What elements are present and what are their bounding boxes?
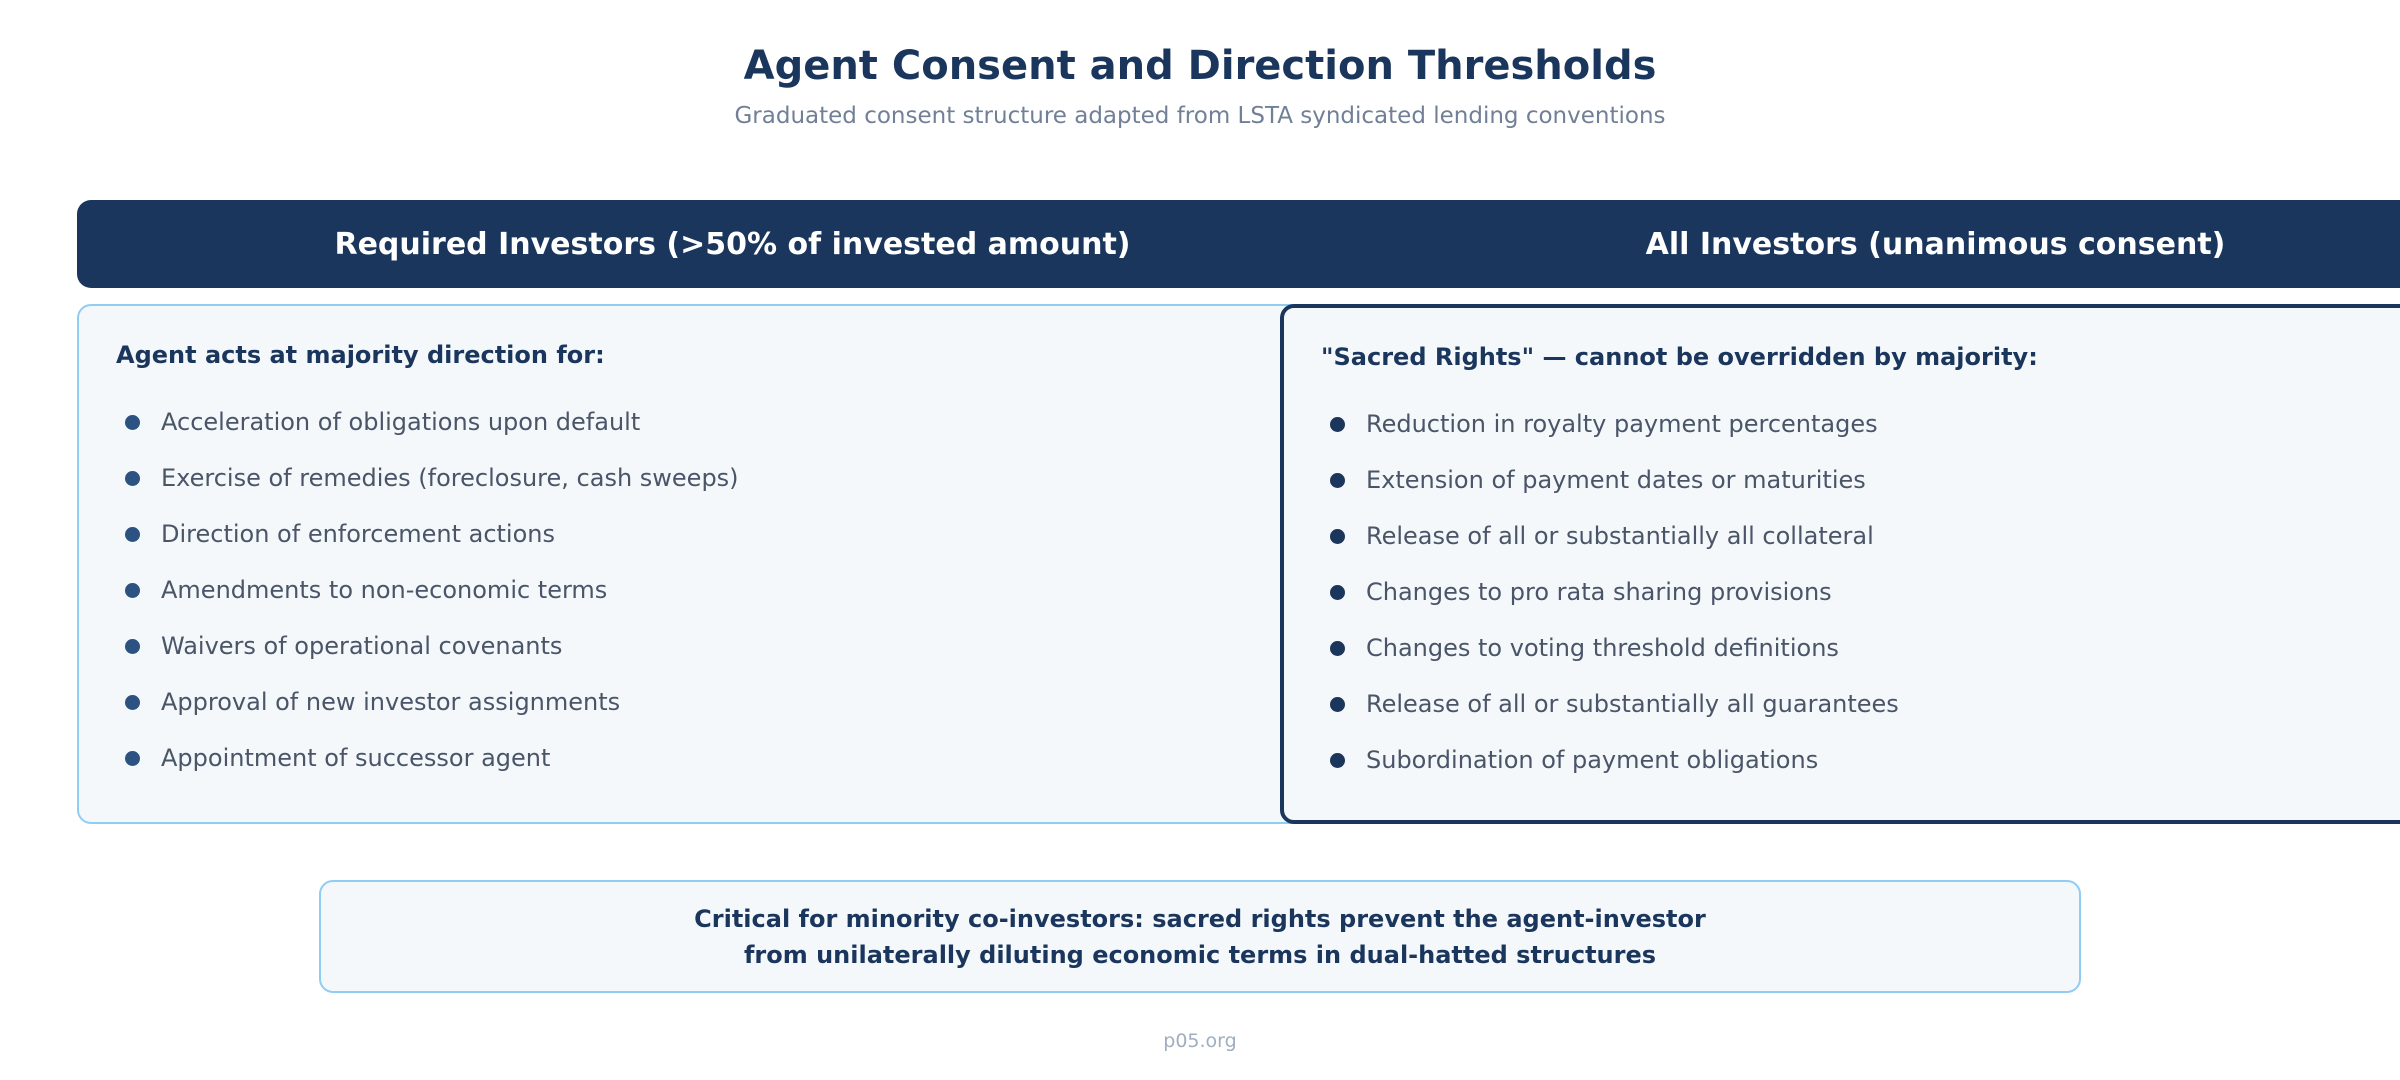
page-title: Agent Consent and Direction Thresholds	[743, 43, 1657, 89]
list-item	[125, 394, 739, 450]
list-item	[125, 730, 739, 786]
bullet-icon	[1330, 585, 1345, 600]
bullet-icon	[125, 583, 140, 598]
all-investors-panel	[1280, 304, 2400, 824]
list-item-label: Direction of enforcement actions	[161, 520, 555, 548]
list-item	[1330, 564, 1899, 620]
list-item	[1330, 508, 1899, 564]
required-investors-panel	[77, 304, 1388, 824]
bullet-icon	[125, 471, 140, 486]
list-item-label: Extension of payment dates or maturities	[1366, 466, 1866, 494]
list-item-label: Appointment of successor agent	[161, 744, 551, 772]
list-item	[125, 674, 739, 730]
list-item	[1330, 396, 1899, 452]
sacred-rights-list	[1330, 396, 1899, 788]
list-item-label: Acceleration of obligations upon default	[161, 408, 641, 436]
sacred-rights-heading: "Sacred Rights" — cannot be overridden by majority:	[1321, 343, 2038, 371]
list-item	[125, 450, 739, 506]
required-investors-list	[125, 394, 739, 786]
list-item-label: Release of all or substantially all collateral	[1366, 522, 1874, 550]
bullet-icon	[1330, 417, 1345, 432]
required-investors-header: Required Investors (>50% of invested amount)	[77, 200, 1388, 288]
bullet-icon	[125, 527, 140, 542]
list-item	[1330, 620, 1899, 676]
footer-source: p05.org	[1163, 1030, 1237, 1052]
list-item	[1330, 452, 1899, 508]
list-item-label: Changes to voting threshold definitions	[1366, 634, 1839, 662]
list-item-label: Changes to pro rata sharing provisions	[1366, 578, 1832, 606]
bullet-icon	[1330, 529, 1345, 544]
list-item-label: Approval of new investor assignments	[161, 688, 621, 716]
minority-investor-note	[319, 880, 2081, 993]
list-item-label: Reduction in royalty payment percentages	[1366, 410, 1878, 438]
list-item	[125, 618, 739, 674]
list-item	[1330, 732, 1899, 788]
bullet-icon	[1330, 753, 1345, 768]
bullet-icon	[125, 751, 140, 766]
list-item	[125, 506, 739, 562]
all-investors-header: All Investors (unanimous consent)	[1280, 200, 2400, 288]
required-investors-heading: Agent acts at majority direction for:	[116, 341, 605, 369]
bullet-icon	[125, 415, 140, 430]
bullet-icon	[1330, 473, 1345, 488]
list-item	[1330, 676, 1899, 732]
list-item-label: Release of all or substantially all guarantees	[1366, 690, 1899, 718]
bullet-icon	[1330, 641, 1345, 656]
bullet-icon	[125, 695, 140, 710]
list-item-label: Amendments to non-economic terms	[161, 576, 608, 604]
bullet-icon	[125, 639, 140, 654]
list-item-label: Exercise of remedies (foreclosure, cash sweeps)	[161, 464, 739, 492]
bullet-icon	[1330, 697, 1345, 712]
page-subtitle: Graduated consent structure adapted from LSTA syndicated lending conventions	[734, 103, 1666, 129]
list-item	[125, 562, 739, 618]
list-item-label: Waivers of operational covenants	[161, 632, 563, 660]
note-line-1: Critical for minority co-investors: sacred rights prevent the agent-investor	[694, 904, 1706, 933]
list-item-label: Subordination of payment obligations	[1366, 746, 1819, 774]
note-line-2: from unilaterally diluting economic terms in dual-hatted structures	[743, 940, 1657, 969]
